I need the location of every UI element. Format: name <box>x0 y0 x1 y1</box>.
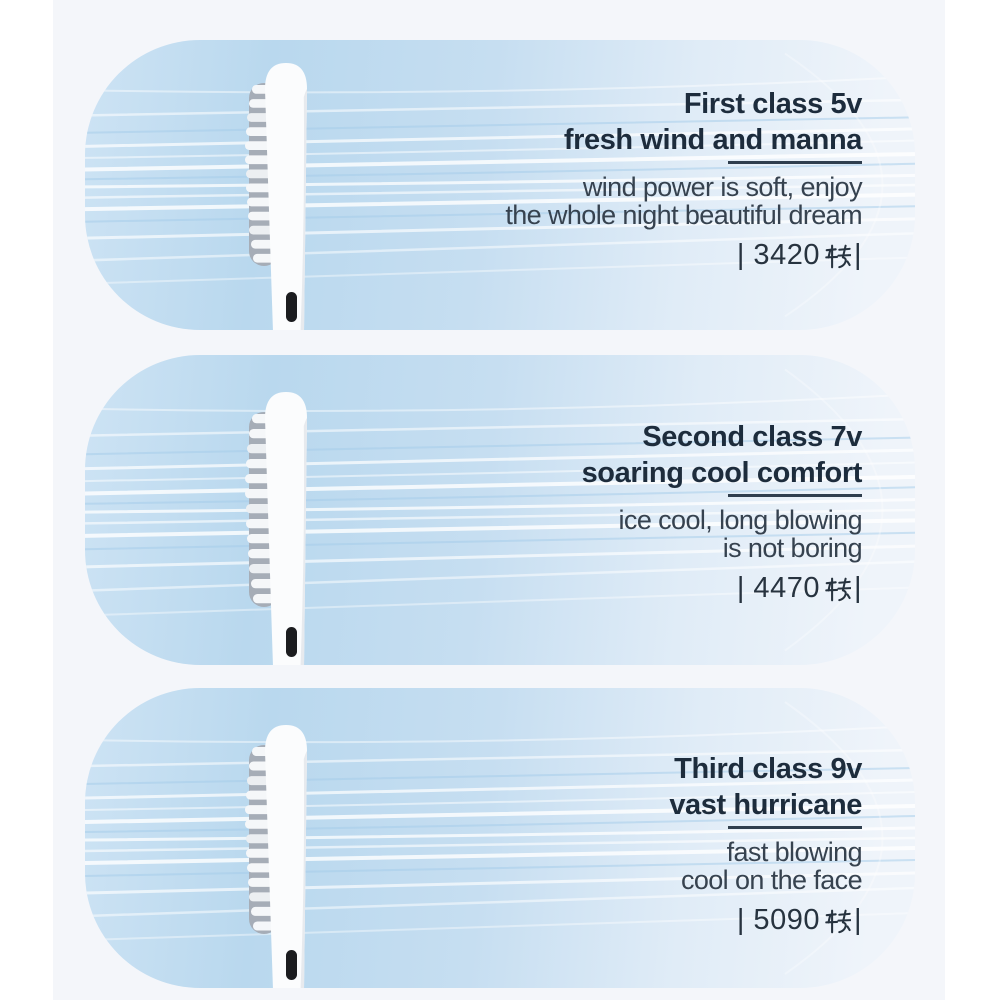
panel-title-line1: Third class 9v <box>674 753 862 785</box>
rpm-number: | 4470 <box>736 572 820 604</box>
panel-description-line1: fast blowing <box>726 837 862 867</box>
panel-description <box>619 507 862 562</box>
rpm-value <box>737 572 862 605</box>
speed-level-3-panel <box>85 688 915 988</box>
panel-description-line2: is not boring <box>722 532 862 563</box>
zhuan-rpm-character-icon <box>824 908 851 935</box>
panel-title-line1: First class 5v <box>683 88 862 120</box>
rpm-number: | 3420 <box>736 239 820 271</box>
panel-description <box>505 174 862 229</box>
panel-description-line1: wind power is soft, enjoy <box>582 172 862 202</box>
panel-description-line2: the whole night beautiful dream <box>505 199 862 230</box>
speed-level-2-panel <box>85 355 915 665</box>
panel-description-line1: ice cool, long blowing <box>618 505 862 535</box>
panel-title-line2: soaring cool comfort <box>581 457 862 489</box>
zhuan-rpm-character-icon <box>824 243 851 270</box>
speed-level-3-text <box>669 751 862 937</box>
rpm-closing-bar: | <box>853 572 862 604</box>
zhuan-rpm-character-icon <box>824 576 851 603</box>
panel-title-line2: vast hurricane <box>669 789 862 821</box>
speed-level-1-text <box>505 86 862 272</box>
rpm-value <box>737 904 862 937</box>
speed-level-1-panel <box>85 40 915 330</box>
panel-title-line1: Second class 7v <box>642 421 862 453</box>
rpm-closing-bar: | <box>853 239 862 271</box>
panel-description <box>681 839 862 894</box>
rpm-number: | 5090 <box>736 904 820 936</box>
speed-level-2-text <box>582 419 862 605</box>
title-underline <box>728 826 862 829</box>
rpm-value <box>737 239 862 272</box>
panel-description-line2: cool on the face <box>680 864 862 895</box>
panel-title <box>669 751 862 823</box>
title-underline <box>728 161 862 164</box>
title-underline <box>728 494 862 497</box>
rpm-closing-bar: | <box>853 904 862 936</box>
panel-title-line2: fresh wind and manna <box>563 124 862 156</box>
panel-title <box>564 86 862 158</box>
panel-title <box>582 419 862 491</box>
